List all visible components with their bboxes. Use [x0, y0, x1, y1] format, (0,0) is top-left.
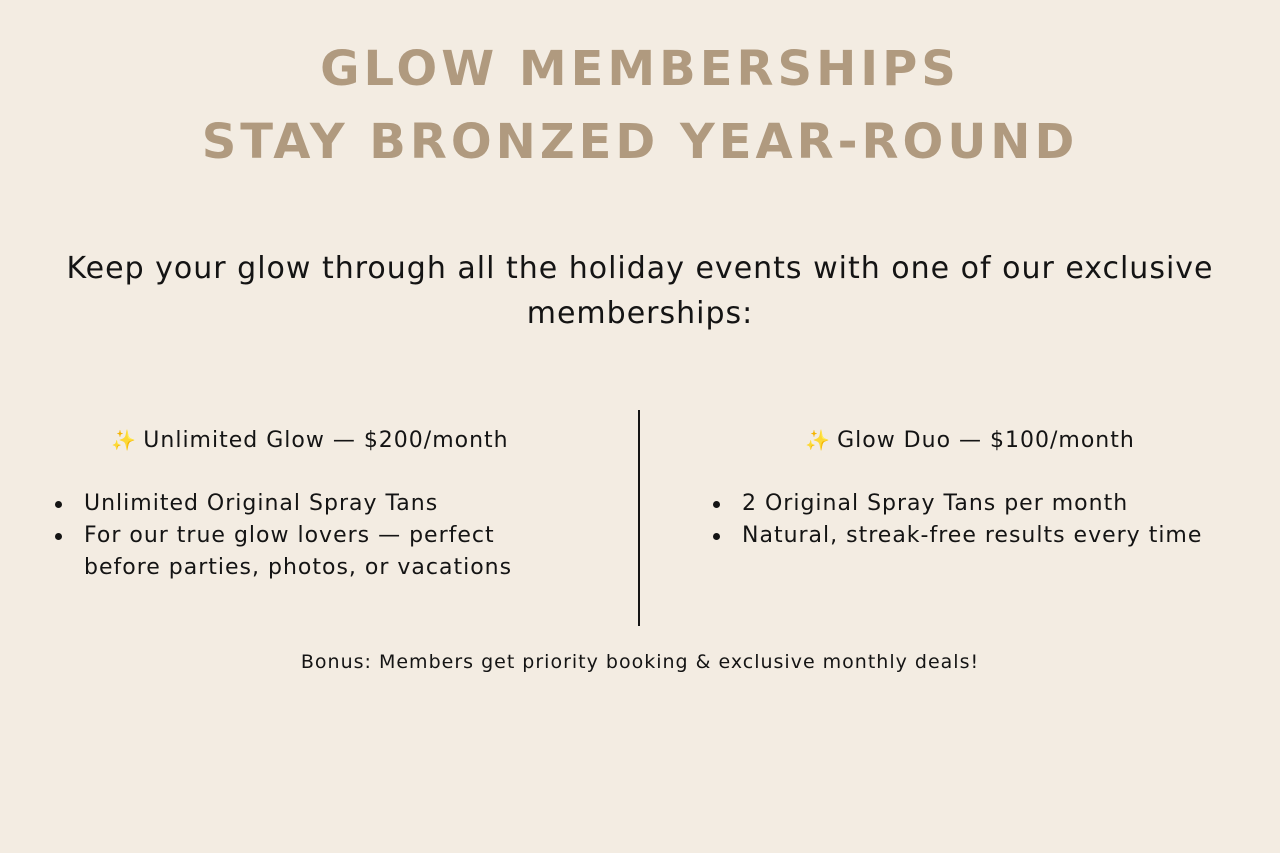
sparkles-icon: ✨	[111, 428, 138, 452]
headline-memberships: GLOW MEMBERSHIPS	[320, 41, 960, 97]
bullet-icon	[55, 533, 62, 540]
feature-text: Unlimited Original Spray Tans	[84, 491, 439, 516]
plan-feature-list	[710, 488, 1250, 552]
column-divider	[638, 410, 640, 626]
headline-stay-bronzed: STAY BRONZED YEAR-ROUND	[201, 114, 1079, 170]
bullet-icon	[55, 501, 62, 508]
plan-title	[60, 424, 560, 457]
list-item	[52, 520, 552, 584]
feature-text: 2 Original Spray Tans per month	[742, 491, 1129, 516]
bullet-icon	[713, 533, 720, 540]
plan-feature-list	[52, 488, 552, 584]
feature-text: For our true glow lovers — perfect before parties, photos, or vacations	[84, 523, 513, 580]
intro-text: Keep your glow through all the holiday events with one of our exclusive memberships:	[66, 251, 1214, 331]
list-item	[710, 488, 1250, 520]
bullet-icon	[713, 501, 720, 508]
list-item	[52, 488, 552, 520]
bonus-note: Bonus: Members get priority booking & exclusive monthly deals!	[300, 651, 980, 673]
plan-title-text: Glow Duo — $100/month	[837, 428, 1135, 453]
list-item	[710, 520, 1250, 552]
feature-text: Natural, streak-free results every time	[742, 523, 1203, 548]
plan-title-text: Unlimited Glow — $200/month	[143, 428, 509, 453]
plan-title	[720, 424, 1220, 457]
sparkles-icon: ✨	[805, 428, 832, 452]
